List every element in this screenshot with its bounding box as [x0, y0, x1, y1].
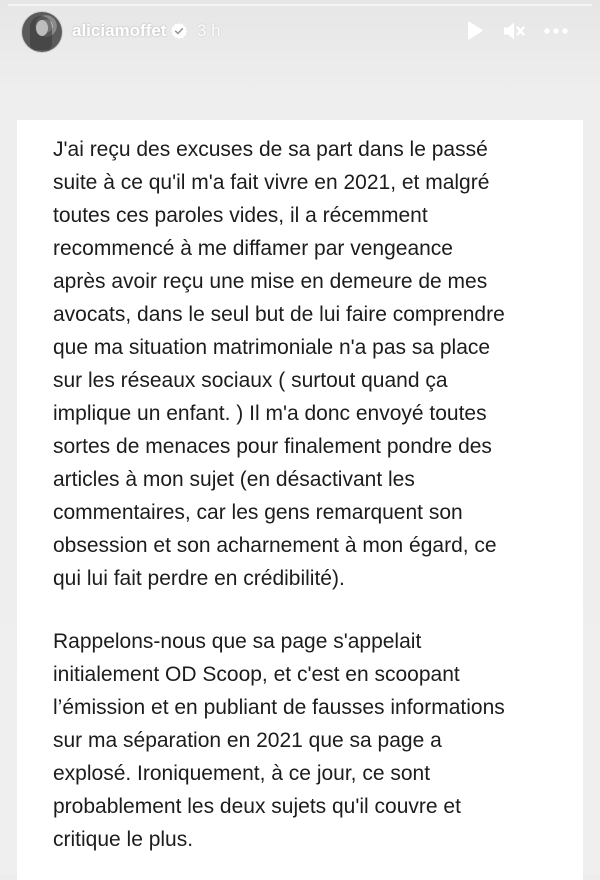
text-line: toutes ces paroles vides, il a récemment — [53, 204, 428, 227]
username[interactable]: aliciamoffet — [72, 21, 167, 40]
text-line: avocats, dans le seul but de lui faire comprendre — [53, 303, 505, 326]
play-icon[interactable] — [460, 17, 488, 45]
more-dots-icon[interactable] — [542, 17, 570, 45]
text-line: suite à ce qu'il m'a fait vivre en 2021, et malgré — [53, 171, 490, 194]
text-line: commentaires, car les gens remarquent son — [53, 501, 463, 524]
text-line: sortes de menaces pour finalement pondre des — [53, 435, 492, 458]
story-paragraph-1 — [53, 133, 573, 595]
story-timestamp: 3 h — [197, 21, 221, 40]
muted-speaker-icon[interactable] — [500, 17, 528, 45]
avatar-face-shape — [36, 20, 48, 36]
text-line: J'ai reçu des excuses de sa part dans le passé — [53, 138, 488, 161]
text-line: Rappelons-nous que sa page s'appelait — [53, 630, 422, 653]
verified-badge-icon — [170, 22, 188, 40]
story-paragraph-2 — [53, 625, 573, 856]
text-line: articles à mon sujet (en désactivant les — [53, 468, 415, 491]
text-line: qui lui fait perdre en crédibilité). — [53, 567, 345, 590]
text-line: l’émission et en publiant de fausses informations — [53, 696, 505, 719]
text-line: après avoir reçu une mise en demeure de mes — [53, 270, 488, 293]
text-line: initialement OD Scoop, et c'est en scoopant — [53, 663, 460, 686]
text-line: implique un enfant. ) Il m'a donc envoyé toutes — [53, 402, 487, 425]
text-line: que ma situation matrimoniale n'a pas sa place — [53, 336, 491, 359]
text-line: explosé. Ironiquement, à ce jour, ce sont — [53, 762, 431, 785]
text-line: sur les réseaux sociaux ( surtout quand ça — [53, 369, 448, 392]
avatar[interactable] — [22, 12, 62, 52]
text-line: obsession et son acharnement à mon égard, ce — [53, 534, 497, 557]
text-line: recommencé à me diffamer par vengeance — [53, 237, 453, 260]
text-line: critique le plus. — [53, 828, 194, 851]
text-line: probablement les deux sujets qu'il couvre et — [53, 795, 461, 818]
text-line: sur ma séparation en 2021 que sa page a — [53, 729, 442, 752]
story-header — [0, 0, 600, 64]
